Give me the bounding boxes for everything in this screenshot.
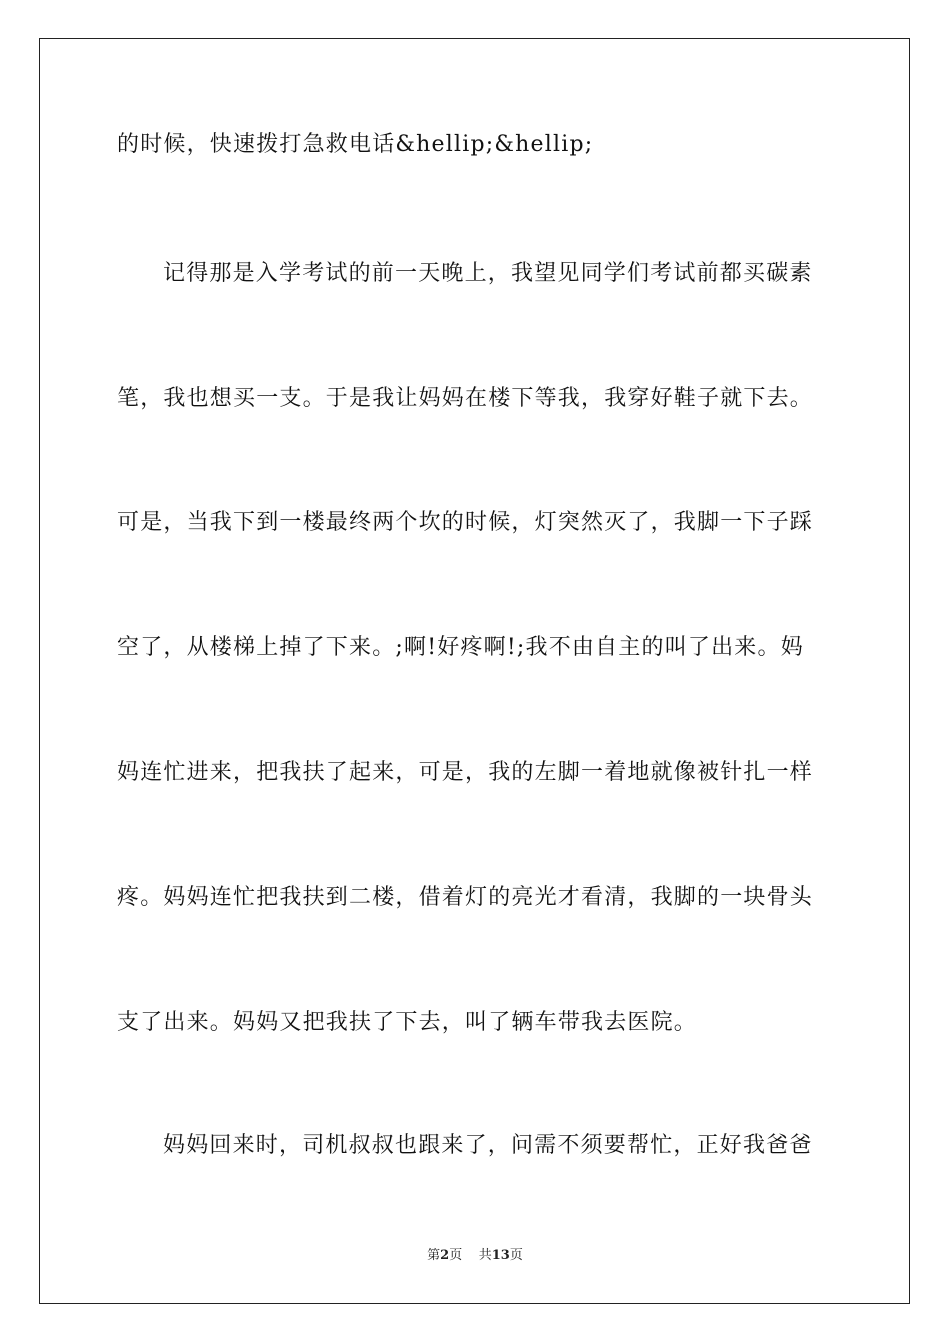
page-border xyxy=(39,38,910,1304)
total-prefix: 共 xyxy=(478,1248,492,1263)
page-footer xyxy=(0,1247,950,1265)
text-line-9: 妈妈回来时，司机叔叔也跟来了，问需不须要帮忙，正好我爸爸 xyxy=(163,1133,813,1158)
text-line-6: 妈连忙进来，把我扶了起来，可是，我的左脚一着地就像被针扎一样 xyxy=(117,760,814,785)
text-line-8: 支了出来。妈妈又把我扶了下去，叫了辆车带我去医院。 xyxy=(117,1010,698,1035)
text-line-3: 笔，我也想买一支。于是我让妈妈在楼下等我，我穿好鞋子就下去。 xyxy=(117,386,814,411)
text-line-2: 记得那是入学考试的前一天晚上，我望见同学们考试前都买碳素 xyxy=(163,261,813,286)
text-line-4: 可是，当我下到一楼最终两个坎的时候，灯突然灭了，我脚一下子踩 xyxy=(117,510,814,535)
total-pages: 13 xyxy=(491,1248,510,1263)
page-suffix: 页 xyxy=(449,1248,463,1263)
text-line-1: 的时候，快速拨打急救电话&hellip;&hellip; xyxy=(117,132,594,157)
page-prefix: 第 xyxy=(427,1248,441,1263)
page-number: 2 xyxy=(440,1248,450,1263)
text-line-7: 疼。妈妈连忙把我扶到二楼，借着灯的亮光才看清，我脚的一块骨头 xyxy=(117,885,814,910)
text-line-5: 空了，从楼梯上掉了下来。;啊!好疼啊!;我不由自主的叫了出来。妈 xyxy=(117,635,804,660)
total-suffix: 页 xyxy=(509,1248,523,1263)
